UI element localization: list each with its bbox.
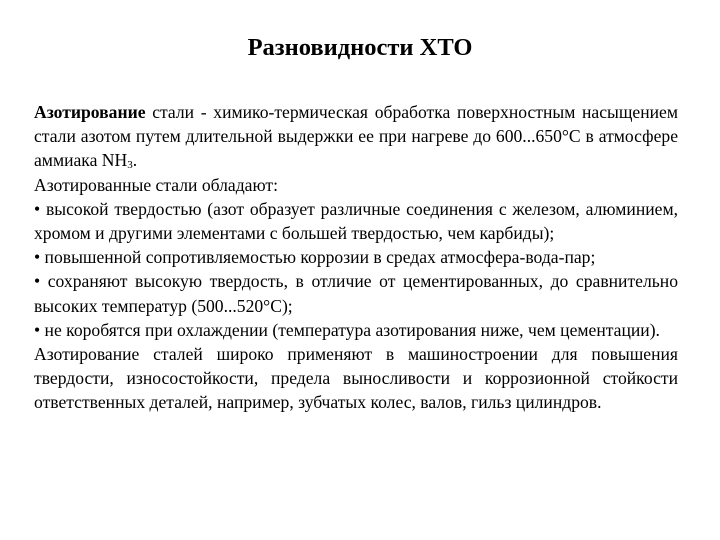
formula-subscript: 3 (127, 159, 133, 172)
intro-paragraph (34, 100, 678, 173)
bullet-item: • сохраняют высокую твердость, в отличие от цементированных, до сравнительно высоких температур (500...520°С); (34, 271, 678, 316)
intro-text-end: . (132, 150, 138, 171)
intro-text: стали - химико-термическая обработка поверхностным насыщением стали азотом путем длительной выдержки ее при нагреве до 600...650°С в атмосфере аммиака NH (34, 102, 678, 171)
term-nitriding: Азотирование (34, 102, 146, 122)
bullet-item: • повышенной сопротивляемостью коррозии в средах атмосфера-вода-пар; (34, 247, 596, 268)
bullet-item: • высокой твердостью (азот образует различные соединения с железом, алюминием, хромом и другими элементами с большей твердостью, чем карбиды); (34, 198, 678, 244)
list-heading: Азотированные стали обладают: (34, 174, 278, 195)
slide-title: Разновидности ХТО (247, 34, 473, 61)
slide-body (34, 100, 678, 415)
conclusion-paragraph: Азотирование сталей широко применяют в машиностроении для повышения твердости, износостойкости, предела выносливости и коррозионной стойкости ответственных деталей, например, зубчатых колес, валов, гильз цилиндров. (34, 344, 678, 413)
bullet-item: • не коробятся при охлаждении (температура азотирования ниже, чем цементации). (34, 319, 660, 340)
